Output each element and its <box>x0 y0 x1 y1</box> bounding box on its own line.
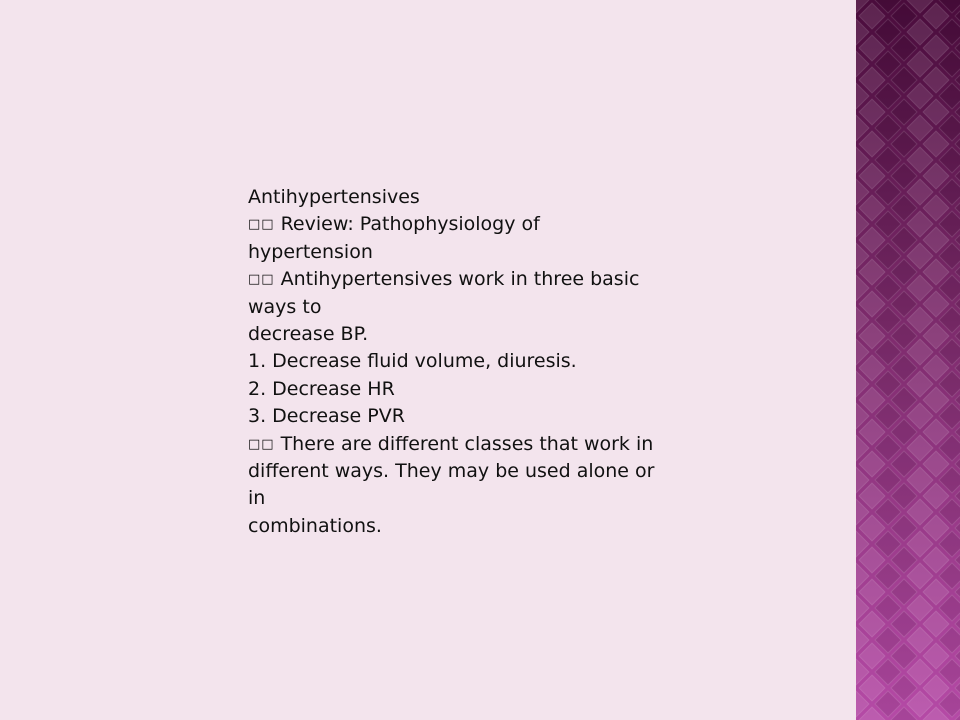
text-line: decrease BP. <box>248 323 369 346</box>
decorative-side-panel <box>856 0 960 720</box>
bullet-icon: □□ <box>248 272 275 288</box>
bullet-line <box>248 266 728 293</box>
bullet-text: Antihypertensives work in three basic <box>280 268 640 291</box>
bullet-text: There are different classes that work in <box>280 432 654 455</box>
diamond-pattern-graphic <box>856 0 960 720</box>
numbered-item: 1. Decrease fluid volume, diuresis. <box>248 350 577 373</box>
text-line: different ways. They may be used alone or <box>248 460 655 483</box>
numbered-item: 3. Decrease PVR <box>248 405 405 428</box>
bullet-icon: □□ <box>248 436 275 452</box>
text-line: Antihypertensives <box>248 186 420 208</box>
text-line: hypertension <box>248 240 373 263</box>
numbered-item: 2. Decrease HR <box>248 377 395 400</box>
slide-body-text <box>248 184 728 540</box>
bullet-text: Review: Pathophysiology of <box>280 213 540 236</box>
text-line: in <box>248 487 266 510</box>
bullet-line <box>248 211 728 238</box>
bullet-icon: □□ <box>248 217 275 233</box>
bullet-line <box>248 431 728 458</box>
text-line: combinations. <box>248 514 382 537</box>
text-line: ways to <box>248 295 322 318</box>
